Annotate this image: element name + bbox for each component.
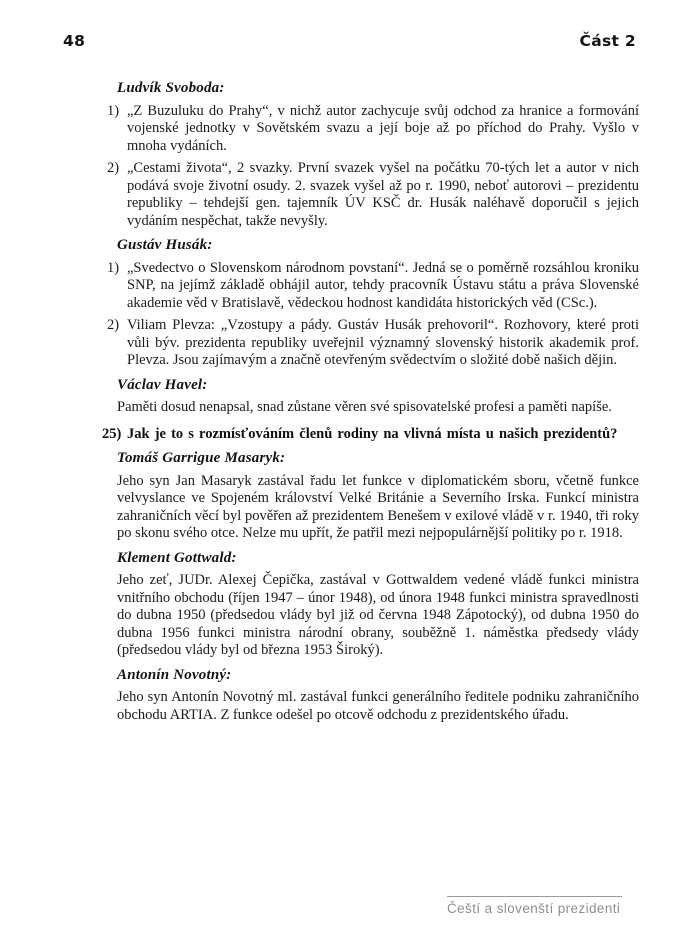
question-number: 25) <box>102 425 122 442</box>
section-label: Část 2 <box>579 32 636 50</box>
person-heading-novotny: Antonín Novotný: <box>117 666 232 683</box>
person-heading-svoboda: Ludvík Svoboda: <box>117 80 225 96</box>
footer-rule <box>447 896 622 897</box>
person-heading-husak: Gustáv Husák: <box>117 237 213 253</box>
paragraph: Jeho zeť, JUDr. Alexej Čepička, zastával v Gottwaldem vedené vládě funkci ministra vnitřního obchodu (říjen 1947 – únor 1948), od února 1948 funkci ministra spravedlnosti do dubna 1950 (předsedou vlády byl již od června 1948 Zápotocký), od dubna 1950 do dubna 1956 funkci ministra národní obrany, souběžně 1. náměstka předsedy vlády (předsedou vlády byl od března 1953 Široký). <box>117 572 639 658</box>
paragraph: Jeho syn Jan Masaryk zastával řadu let funkce v diplomatickém sboru, včetně funkce velvyslance ve Spojeném království Velké Británie a Severního Irska. Funkcí ministra zahraničních věcí byl pověřen až prezidentem Benešem v exilové vládě v r. 1940, tři roky po skonu svého otce. Nelze mu upřít, že patřil mezi nejpopulárnější politiky po r. 1918. <box>117 472 639 541</box>
numbered-item <box>102 317 639 370</box>
item-text: „Cestami života“, 2 svazky. První svazek vyšel na počátku 70-tých let a autor v nich podává svoje životní osudy. 2. svazek vyšel až po r. 1990, neboť autorovi – prezidentu republiky – tehdejší gen. tajemník ÚV KSČ dr. Husák naléhavě doporučil s jejich vydáním nespěchat, takže nevyšly. <box>127 160 639 229</box>
paragraph: Jeho syn Antonín Novotný ml. zastával funkci generálního ředitele podniku zahraničního obchodu ARTIA. Z funkce odešel po otcově odchodu z prezidentského úřadu. <box>117 689 639 723</box>
person-heading-havel: Václav Havel: <box>117 376 208 393</box>
person-heading-gottwald: Klement Gottwald: <box>117 549 237 566</box>
page-footer <box>447 896 622 916</box>
numbered-item <box>102 260 639 313</box>
footer-chapter-title: Čeští a slovenští prezidenti <box>447 901 621 916</box>
page-body <box>102 80 639 729</box>
item-number: 2) <box>107 160 120 176</box>
item-number: 2) <box>107 317 120 333</box>
paragraph: Paměti dosud nenapsal, snad zůstane věren své spisovatelské profesi a paměti napíše. <box>117 399 612 415</box>
person-heading-masaryk: Tomáš Garrigue Masaryk: <box>117 450 286 466</box>
item-number: 1) <box>107 102 120 119</box>
page-number: 48 <box>63 32 86 50</box>
item-text: „Svedectvo o Slovenskom národnom povstaní“. Jedná se o poměrně rozsáhlou kroniku SNP, na jejímž základě obhájil autor, tehdy pracovník Ústavu státu a práva Slovenské akademie věd v Bratislavě, vědeckou hodnost kandidáta historických věd (CSc.). <box>127 259 639 311</box>
item-text: Viliam Plevza: „Vzostupy a pády. Gustáv Husák prehovoril“. Rozhovory, které proti vůli býv. prezidenta republiky uveřejnil významný slovenský historik akademik prof. Plevza. Jsou zajímavým a značně otevřeným svědectvím o složité době našich dějin. <box>127 317 639 368</box>
page-header <box>63 32 636 50</box>
numbered-item <box>102 103 639 156</box>
question-text: Jak je to s rozmísťováním členů rodiny na vlivná místa u našich prezidentů? <box>127 425 618 442</box>
question-item <box>102 426 639 444</box>
item-number: 1) <box>107 259 120 276</box>
item-text: „Z Buzuluku do Prahy“, v nichž autor zachycuje svůj odchod za hranice a formování vojenské jednotky v Sovětském svazu a její boje až po příchod do Prahy. Vyšlo v mnoha vydáních. <box>127 102 639 154</box>
numbered-item <box>102 160 639 230</box>
